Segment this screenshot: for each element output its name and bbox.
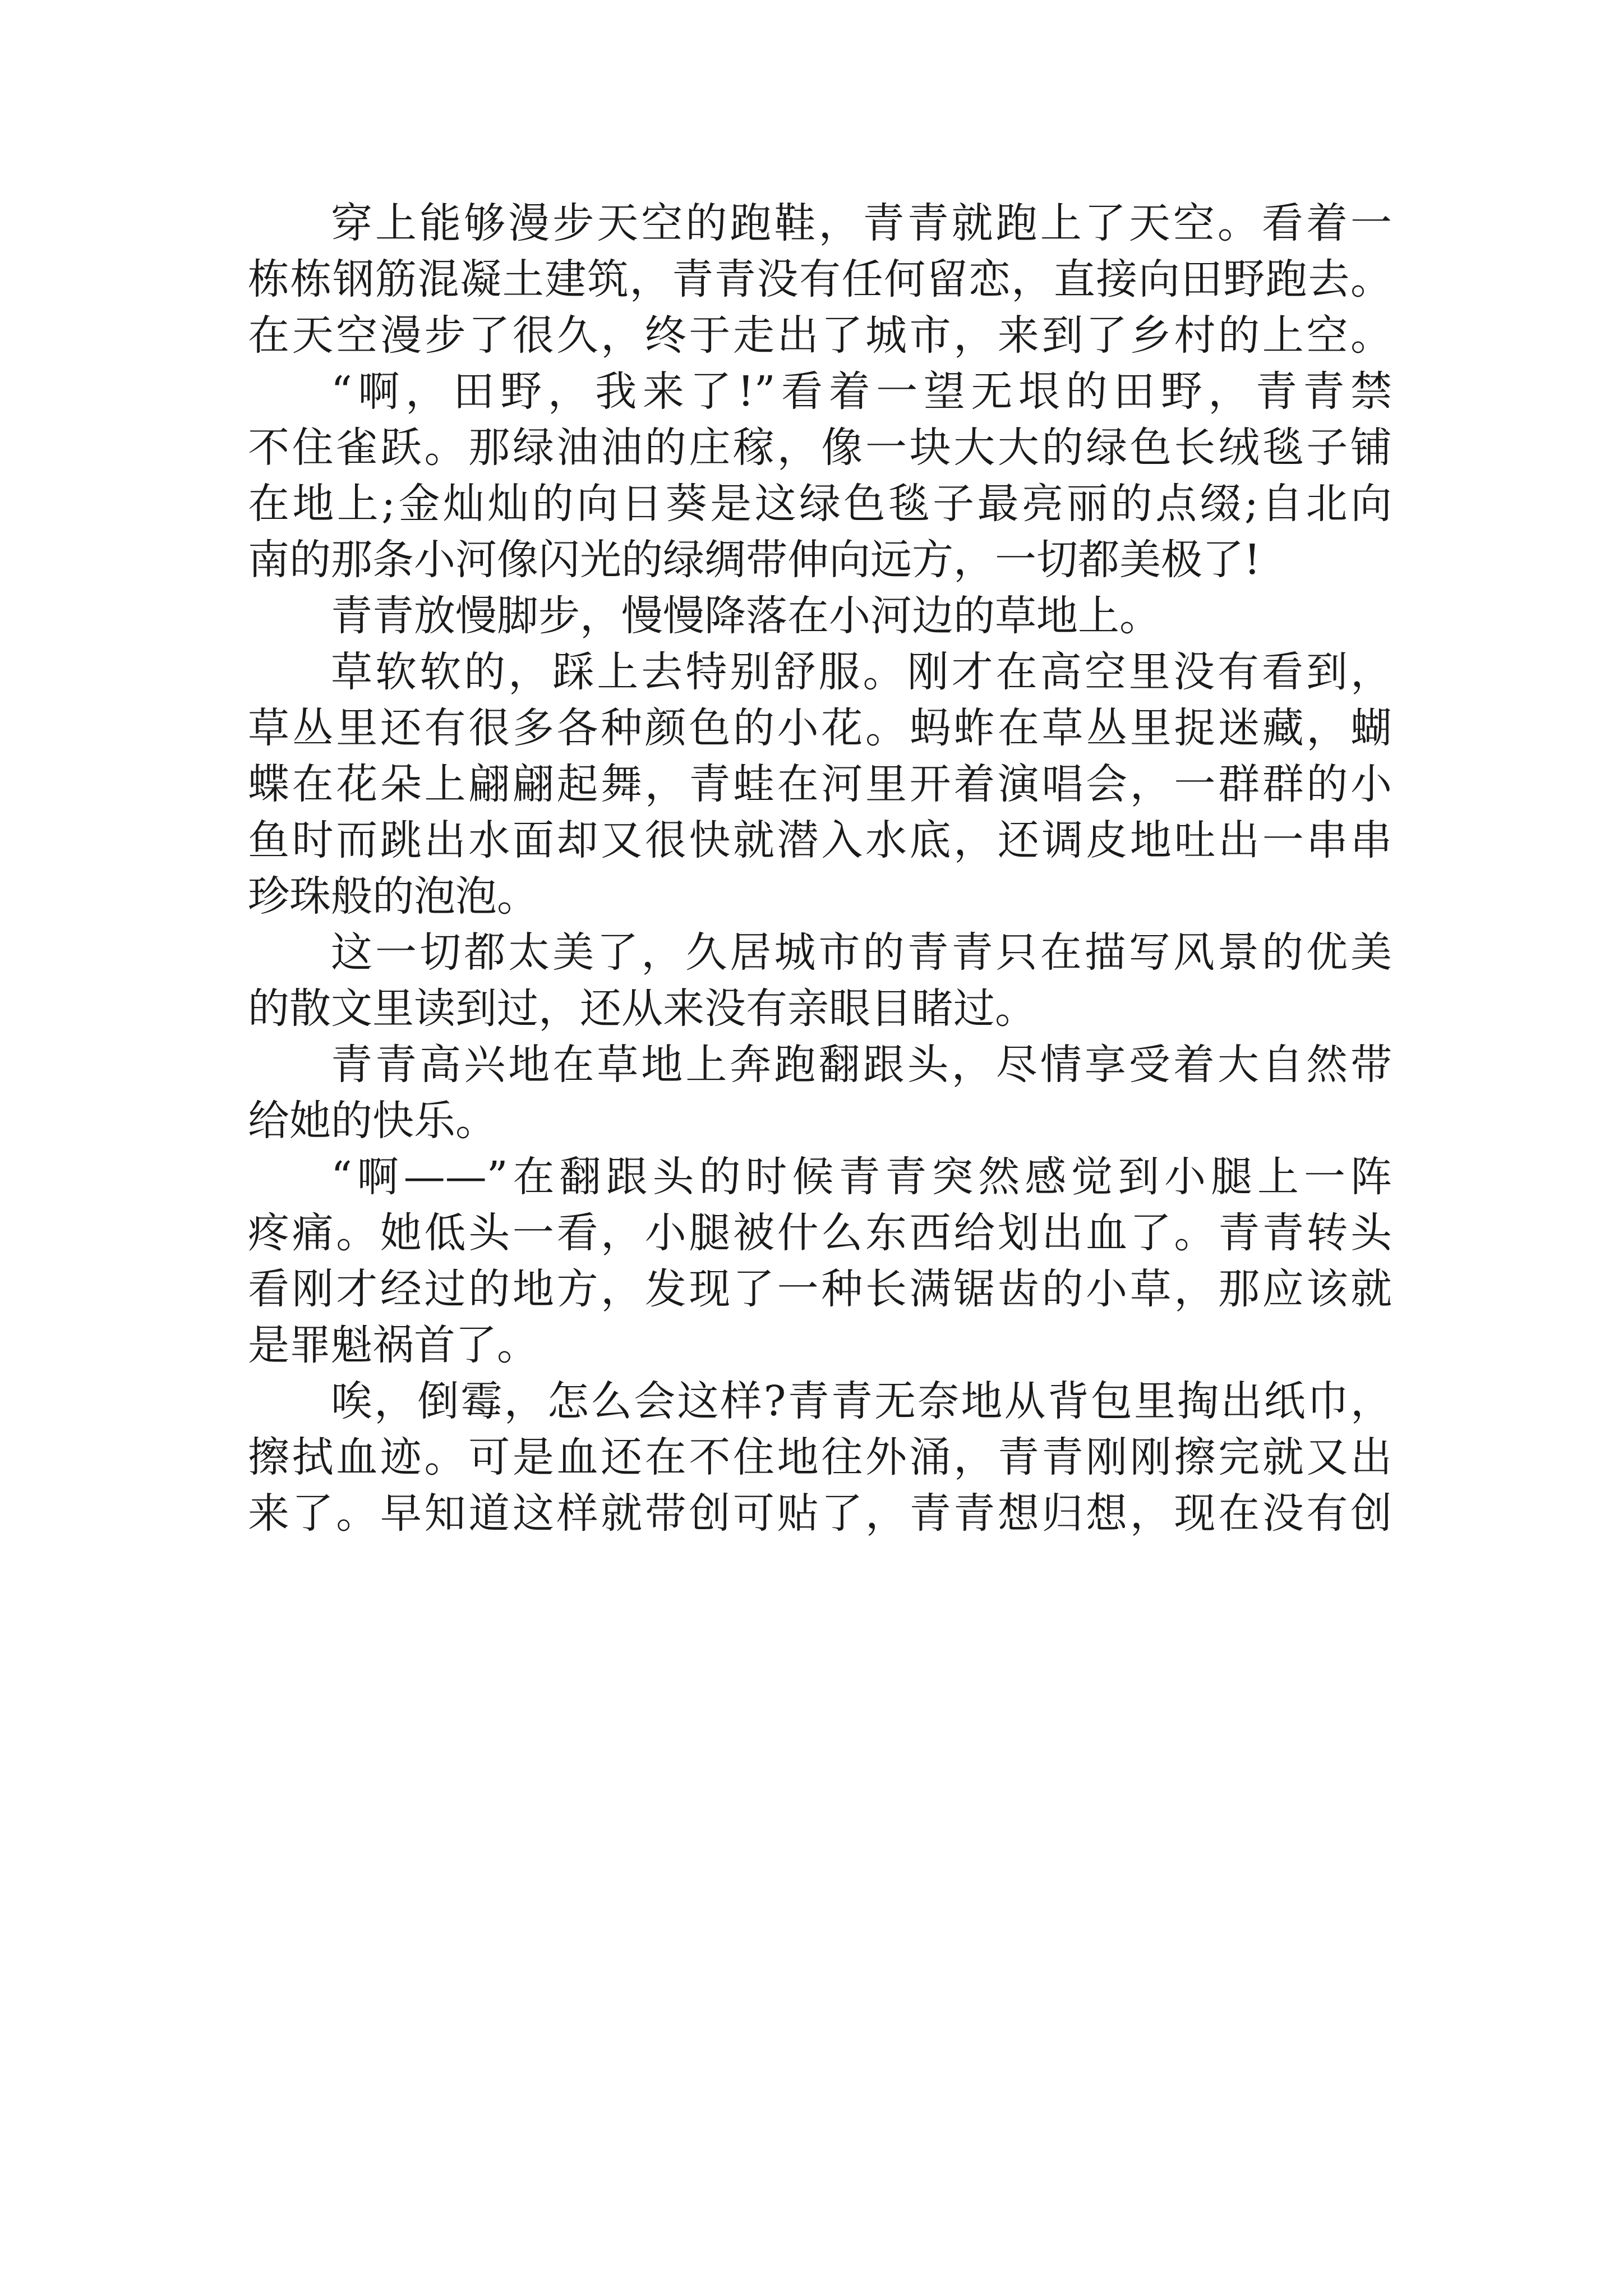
text-line: “啊，田野，我来了!”看着一望无垠的田野，青青禁 (331, 367, 1392, 416)
text-line: 草软软的，踩上去特别舒服。刚才在高空里没有看到， (331, 648, 1392, 696)
text-line: 栋栋钢筋混凝土建筑，青青没有任何留恋，直接向田野跑去。 (248, 255, 1392, 303)
text-line: 给她的快乐。 (248, 1097, 497, 1145)
story-text (248, 195, 1392, 1542)
text-line: 来了。早知道这样就带创可贴了，青青想归想，现在没有创 (248, 1489, 1392, 1538)
text-line: 擦拭血迹。可是血还在不住地往外涌，青青刚刚擦完就又出 (248, 1433, 1392, 1481)
text-line: 青青放慢脚步，慢慢降落在小河边的草地上。 (331, 592, 1161, 640)
text-line: 在天空漫步了很久，终于走出了城市，来到了乡村的上空。 (248, 311, 1392, 360)
text-line: 的散文里读到过，还从来没有亲眼目睹过。 (248, 984, 1036, 1033)
text-line: 看刚才经过的地方，发现了一种长满锯齿的小草，那应该就 (248, 1265, 1392, 1313)
text-line: 唉，倒霉，怎么会这样?青青无奈地从背包里掏出纸巾， (331, 1377, 1392, 1425)
text-line: 这一切都太美了，久居城市的青青只在描写风景的优美 (331, 928, 1392, 977)
text-line: 疼痛。她低头一看，小腿被什么东西给划出血了。青青转头 (248, 1209, 1392, 1257)
text-line: 草丛里还有很多各种颜色的小花。蚂蚱在草丛里捉迷藏，蝴 (248, 704, 1392, 752)
text-line: 不住雀跃。那绿油油的庄稼，像一块大大的绿色长绒毯子铺 (248, 424, 1392, 472)
text-line: 青青高兴地在草地上奔跑翻跟头，尽情享受着大自然带 (331, 1041, 1392, 1089)
text-line: 珍珠般的泡泡。 (248, 872, 538, 921)
text-line: 南的那条小河像闪光的绿绸带伸向远方，一切都美极了! (248, 536, 1261, 584)
text-line: 穿上能够漫步天空的跑鞋，青青就跑上了天空。看着一 (331, 199, 1392, 247)
text-line: 是罪魁祸首了。 (248, 1321, 538, 1369)
text-line: “啊——”在翻跟头的时候青青突然感觉到小腿上一阵 (331, 1153, 1392, 1201)
text-line: 鱼时而跳出水面却又很快就潜入水底，还调皮地吐出一串串 (248, 816, 1392, 864)
text-line: 在地上;金灿灿的向日葵是这绿色毯子最亮丽的点缀;自北向 (248, 480, 1392, 528)
text-line: 蝶在花朵上翩翩起舞，青蛙在河里开着演唱会，一群群的小 (248, 760, 1392, 808)
